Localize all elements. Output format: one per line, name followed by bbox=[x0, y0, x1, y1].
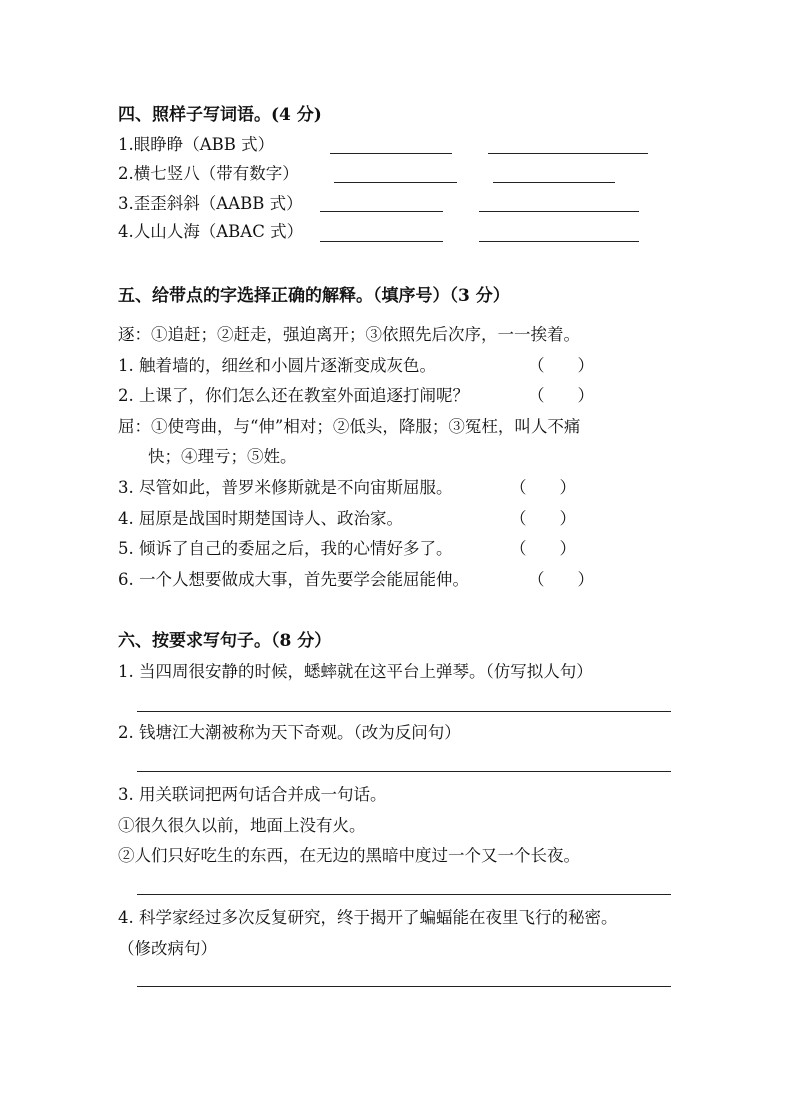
section6-q1: 1. 当四周很安静的时候，蟋蟀就在这平台上弹琴。（仿写拟人句） bbox=[118, 662, 593, 681]
qu-item-4: 4. 屈原是战国时期楚国诗人、政治家。 bbox=[118, 509, 403, 528]
qu-item-3: 3. 尽管如此，普罗米修斯就是不向宙斯屈服。 bbox=[118, 478, 453, 497]
section6-heading: 六、按要求写句子。（8 分） bbox=[118, 631, 332, 651]
answer-blank-1a[interactable] bbox=[330, 153, 452, 154]
answer-blank-2b[interactable] bbox=[493, 182, 615, 183]
section6-q3-sentence-b: ②人们只好吃生的东西，在无边的黑暗中度过一个又一个长夜。 bbox=[118, 846, 580, 865]
answer-blank-2a[interactable] bbox=[334, 182, 457, 183]
answer-paren-3[interactable]: （ ） bbox=[510, 478, 576, 497]
answer-line-q4[interactable] bbox=[137, 986, 671, 987]
section6-q2: 2. 钱塘江大潮被称为天下奇观。（改为反问句） bbox=[118, 723, 461, 742]
answer-blank-4b[interactable] bbox=[479, 241, 639, 242]
answer-blank-3a[interactable] bbox=[320, 211, 443, 212]
section6-q4-note: （修改病句） bbox=[118, 939, 217, 958]
section6-q4: 4. 科学家经过多次反复研究，终于揭开了蝙蝠能在夜里飞行的秘密。 bbox=[118, 908, 618, 927]
section4-item-1: 1.眼睁睁（ABB 式） bbox=[118, 135, 275, 154]
answer-paren-5[interactable]: （ ） bbox=[510, 539, 576, 558]
section6-q3: 3. 用关联词把两句话合并成一句话。 bbox=[118, 785, 387, 804]
answer-blank-4a[interactable] bbox=[320, 241, 443, 242]
zhu-definition: 逐：①追赶；②赶走，强迫离开；③依照先后次序，一一挨着。 bbox=[118, 325, 580, 344]
answer-paren-6[interactable]: （ ） bbox=[528, 570, 594, 589]
section6-q3-sentence-a: ①很久很久以前，地面上没有火。 bbox=[118, 816, 366, 835]
answer-blank-3b[interactable] bbox=[479, 211, 639, 212]
answer-line-q2[interactable] bbox=[137, 771, 671, 772]
qu-item-6: 6. 一个人想要做成大事，首先要学会能屈能伸。 bbox=[118, 570, 469, 589]
qu-item-5: 5. 倾诉了自己的委屈之后，我的心情好多了。 bbox=[118, 539, 453, 558]
answer-paren-2[interactable]: （ ） bbox=[528, 386, 594, 405]
section4-heading: 四、照样子写词语。(4 分) bbox=[118, 105, 322, 125]
zhu-item-2: 2. 上课了，你们怎么还在教室外面追逐打闹呢？ bbox=[118, 386, 469, 405]
answer-blank-1b[interactable] bbox=[488, 153, 648, 154]
section5-heading: 五、给带点的字选择正确的解释。（填序号）（3 分） bbox=[118, 286, 510, 306]
answer-paren-4[interactable]: （ ） bbox=[510, 509, 576, 528]
qu-definition-line2: 快；④理亏；⑤姓。 bbox=[148, 447, 297, 466]
qu-definition-line1: 屈：①使弯曲，与“伸”相对；②低头，降服；③冤枉，叫人不痛 bbox=[118, 417, 581, 436]
section4-item-3: 3.歪歪斜斜（AABB 式） bbox=[118, 194, 303, 213]
answer-line-q3[interactable] bbox=[137, 894, 671, 895]
answer-line-q1[interactable] bbox=[137, 711, 671, 712]
answer-paren-1[interactable]: （ ） bbox=[528, 356, 594, 375]
section4-item-4: 4.人山人海（ABAC 式） bbox=[118, 222, 304, 241]
section4-item-2: 2.横七竖八（带有数字） bbox=[118, 164, 299, 183]
zhu-item-1: 1. 触着墙的，细丝和小圆片逐渐变成灰色。 bbox=[118, 356, 436, 375]
